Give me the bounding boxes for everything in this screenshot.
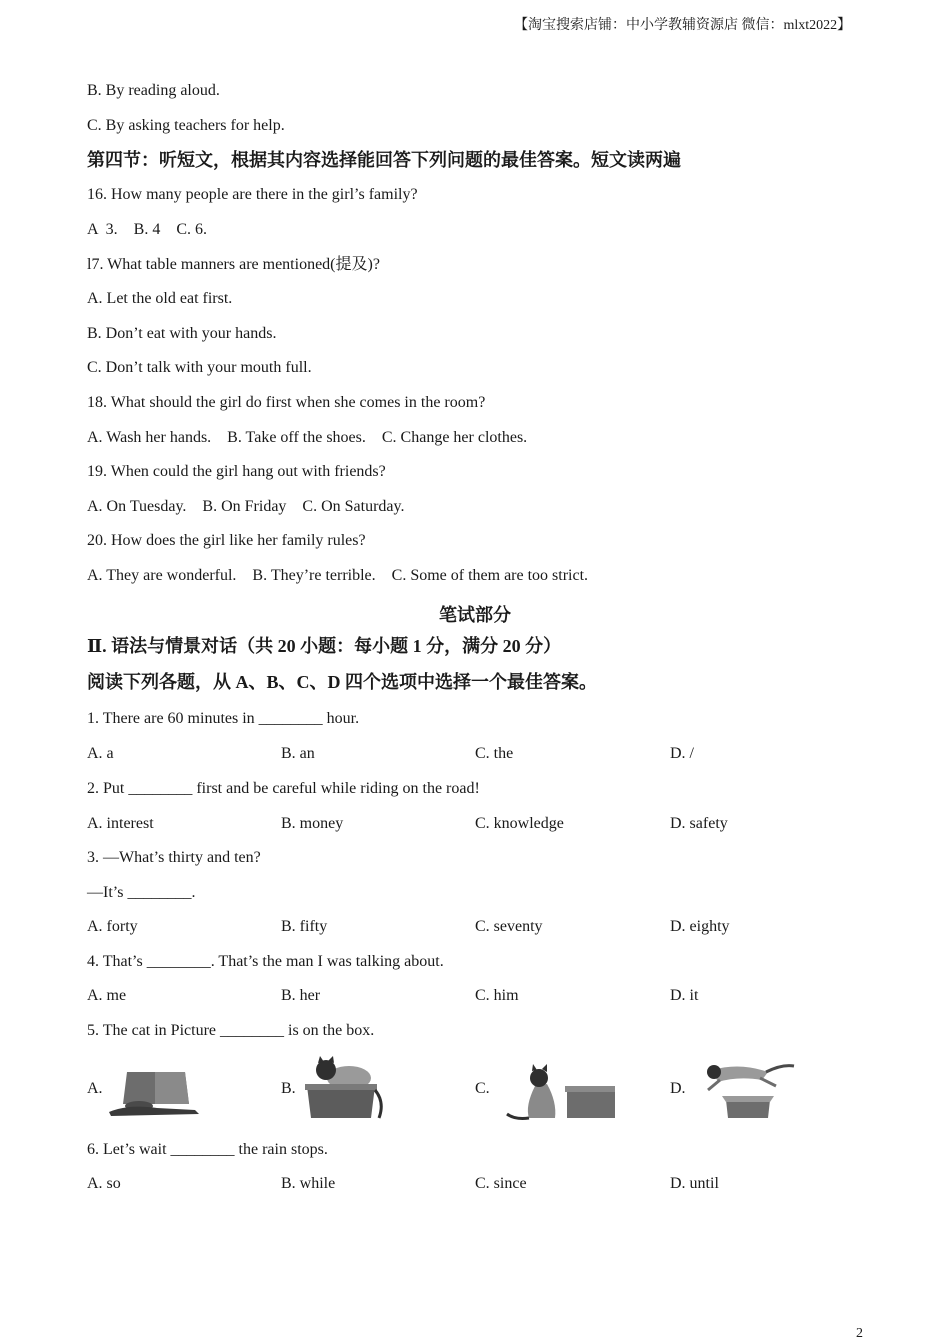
q3-option-a: A. forty — [87, 918, 138, 935]
q17-stem: l7. What table manners are mentioned(提及)? — [87, 256, 380, 273]
q16-options: A 3. B. 4 C. 6. — [87, 221, 208, 238]
q17-option-c: C. Don’t talk with your mouth full. — [87, 359, 312, 376]
q20-stem: 20. How does the girl like her family rules? — [87, 532, 366, 549]
q5-option-b-label: B. — [281, 1080, 296, 1097]
part2-instructions: 阅读下列各题，从 A、B、C、D 四个选项中选择一个最佳答案。 — [87, 672, 598, 692]
q19-options: A. On Tuesday. B. On Friday C. On Saturday. — [87, 498, 405, 515]
q1-option-d: D. / — [670, 745, 694, 762]
q6-option-c: C. since — [475, 1175, 527, 1192]
q6-option-d: D. until — [670, 1175, 719, 1192]
q5-option-d-label: D. — [670, 1080, 686, 1097]
q1-option-a: A. a — [87, 745, 114, 762]
page-number: 2 — [856, 1326, 863, 1341]
q18-options: A. Wash her hands. B. Take off the shoes. C. Change her clothes. — [87, 429, 528, 446]
section4-heading: 第四节：听短文，根据其内容选择能回答下列问题的最佳答案。短文读两遍 — [87, 150, 681, 170]
q4-stem: 4. That’s ________. That’s the man I was talking about. — [87, 953, 444, 970]
q3-option-d: D. eighty — [670, 918, 730, 935]
cat-in-box-picture — [301, 1056, 386, 1126]
q6-option-a: A. so — [87, 1175, 121, 1192]
q1-option-b: B. an — [281, 745, 315, 762]
q5-option-c-label: C. — [475, 1080, 490, 1097]
q16-stem: 16. How many people are there in the girl’s family? — [87, 186, 418, 203]
q2-stem: 2. Put ________ first and be careful while riding on the road! — [87, 780, 480, 797]
q2-option-b: B. money — [281, 815, 344, 832]
q6-option-b: B. while — [281, 1175, 336, 1192]
q2-option-c: C. knowledge — [475, 815, 564, 832]
q19-stem: 19. When could the girl hang out with friends? — [87, 463, 386, 480]
q5-stem: 5. The cat in Picture ________ is on the box. — [87, 1022, 375, 1039]
q18-stem: 18. What should the girl do first when she comes in the room? — [87, 394, 486, 411]
q4-option-d: D. it — [670, 987, 699, 1004]
q3-option-c: C. seventy — [475, 918, 543, 935]
q17-option-a: A. Let the old eat first. — [87, 290, 233, 307]
q4-option-c: C. him — [475, 987, 519, 1004]
q3-stem-reply: —It’s ________. — [87, 884, 196, 901]
q4-option-b: B. her — [281, 987, 321, 1004]
cat-jumping-over-box-picture — [690, 1056, 795, 1126]
cat-beside-box-picture — [495, 1056, 615, 1126]
part2-heading: Ⅱ. 语法与情景对话（共 20 小题：每小题 1 分，满分 20 分） — [87, 636, 562, 656]
q5-picture-options — [87, 1056, 867, 1126]
page-header: 【淘宝搜索店铺：中小学教辅资源店 微信：mlxt2022】 — [514, 18, 852, 33]
q1-stem: 1. There are 60 minutes in ________ hour. — [87, 710, 360, 727]
q6-stem: 6. Let’s wait ________ the rain stops. — [87, 1141, 328, 1158]
q20-options: A. They are wonderful. B. They’re terrible. C. Some of them are too strict. — [87, 567, 589, 584]
q15-option-b: B. By reading aloud. — [87, 82, 220, 99]
q2-option-d: D. safety — [670, 815, 728, 832]
q4-option-a: A. me — [87, 987, 127, 1004]
q3-stem: 3. —What’s thirty and ten? — [87, 849, 261, 866]
q5-option-a-label: A. — [87, 1080, 103, 1097]
written-section-title: 笔试部分 — [439, 605, 511, 625]
cat-under-box-picture — [107, 1056, 202, 1126]
q15-option-c: C. By asking teachers for help. — [87, 117, 285, 134]
q17-option-b: B. Don’t eat with your hands. — [87, 325, 277, 342]
q2-option-a: A. interest — [87, 815, 154, 832]
q1-option-c: C. the — [475, 745, 514, 762]
q3-option-b: B. fifty — [281, 918, 328, 935]
